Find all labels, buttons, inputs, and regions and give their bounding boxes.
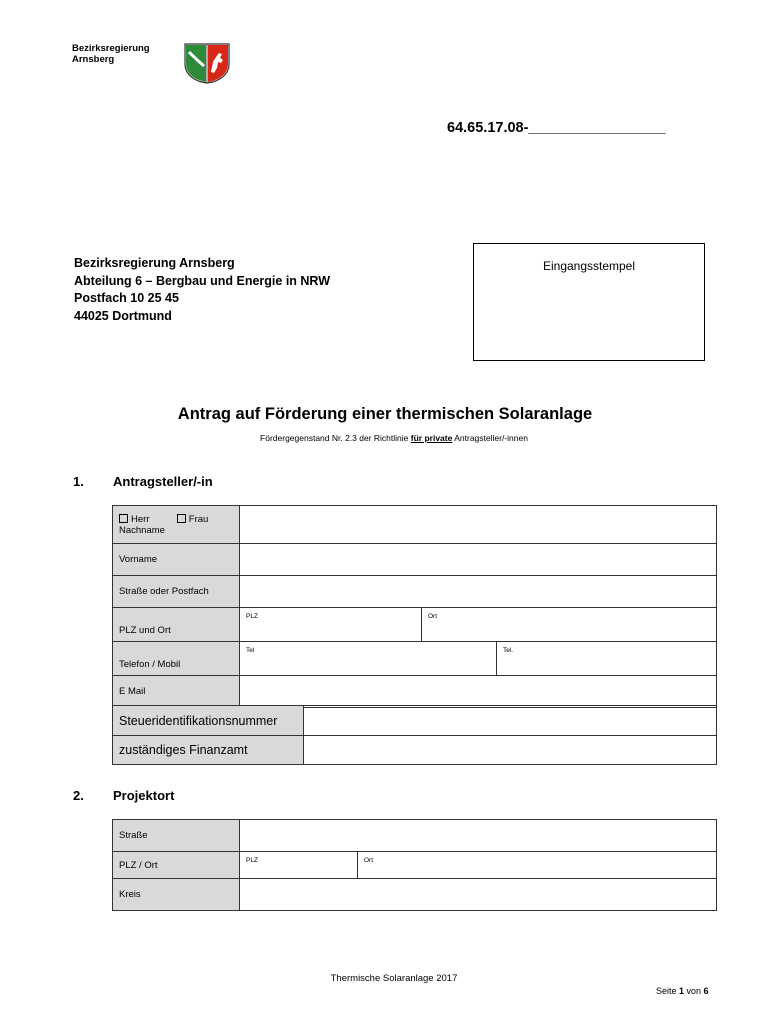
projekt-strasse-label: Straße: [113, 820, 240, 852]
page-title: Antrag auf Förderung einer thermischen Solaranlage: [177, 405, 593, 423]
page-number: [656, 986, 709, 996]
kreis-input[interactable]: [240, 879, 717, 911]
section-1-title: Antragsteller/-in: [113, 474, 213, 489]
vorname-label: Vorname: [113, 544, 240, 576]
recipient-address: [74, 255, 330, 325]
page-subtitle: [0, 433, 770, 443]
herr-label: Herr: [131, 513, 150, 525]
section-1-heading: [73, 474, 213, 489]
project-location-table: [112, 819, 717, 911]
herr-box-icon: [119, 514, 128, 523]
plz-ort-label: PLZ und Ort: [113, 608, 240, 642]
org-line-2: Arnsberg: [72, 54, 115, 65]
nachname-input[interactable]: [240, 506, 717, 544]
address-line-4: 44025 Dortmund: [74, 308, 172, 323]
nachname-label: Nachname: [119, 524, 165, 536]
salutation-options: [119, 514, 239, 525]
projekt-ort-sublabel: Ort: [364, 857, 374, 864]
ort-sublabel: Ort: [428, 613, 438, 620]
projekt-ort-input[interactable]: [358, 852, 717, 879]
tax-table: [112, 705, 717, 765]
steuer-id-label: Steueridentifikationsnummer: [113, 706, 304, 736]
section-2-title: Projektort: [113, 788, 175, 803]
projekt-strasse-input[interactable]: [240, 820, 717, 852]
page-mid: von: [684, 986, 704, 996]
nrw-coat-of-arms-icon: [183, 42, 231, 84]
subtitle-post: Antragsteller/-innen: [452, 433, 528, 443]
steuer-id-input[interactable]: [304, 706, 717, 736]
projekt-plz-sublabel: PLZ: [246, 857, 258, 864]
frau-label: Frau: [188, 513, 209, 525]
telefon-input[interactable]: [240, 642, 497, 676]
strasse-input[interactable]: [240, 576, 717, 608]
vorname-input[interactable]: [240, 544, 717, 576]
page-total: 6: [703, 986, 709, 996]
page-pre: Seite: [656, 986, 680, 996]
ort-input[interactable]: [422, 608, 717, 642]
section-2-number: 2.: [73, 788, 84, 803]
org-line-1: Bezirksregierung: [72, 43, 150, 54]
email-label: E Mail: [113, 676, 240, 708]
applicant-table: [112, 505, 717, 708]
finanzamt-label: zuständiges Finanzamt: [113, 736, 304, 765]
email-input[interactable]: [240, 676, 717, 708]
stamp-label: Eingangsstempel: [542, 259, 636, 273]
kreis-label: Kreis: [113, 879, 240, 911]
subtitle-bold: für private: [410, 433, 453, 443]
finanzamt-input[interactable]: [304, 736, 717, 765]
header-org: [72, 43, 150, 65]
subtitle-pre: Fördergegenstand Nr. 2.3 der Richtlinie: [260, 433, 411, 443]
tel-sublabel: Tel: [246, 647, 255, 654]
section-2-heading: [73, 788, 174, 803]
plz-sublabel: PLZ: [246, 613, 258, 620]
salutation-name-label: [113, 506, 240, 544]
projekt-plz-ort-label: PLZ / Ort: [113, 852, 240, 879]
projekt-plz-input[interactable]: [240, 852, 358, 879]
herr-checkbox[interactable]: [119, 514, 149, 525]
frau-box-icon: [177, 514, 186, 523]
telefon-label: Telefon / Mobil: [113, 642, 240, 676]
address-line-1: Bezirksregierung Arnsberg: [74, 256, 235, 270]
eingangsstempel-box: [473, 243, 705, 361]
plz-input[interactable]: [240, 608, 422, 642]
page-current: 1: [679, 986, 685, 996]
mobil-sublabel: Tel.: [503, 647, 514, 654]
frau-checkbox[interactable]: [177, 514, 209, 525]
footer-text: Thermische Solaranlage 2017: [330, 973, 458, 984]
mobil-input[interactable]: [497, 642, 717, 676]
address-line-2: Abteilung 6 – Bergbau und Energie in NRW: [74, 273, 331, 288]
aktenzeichen: 64.65.17.08-_________________: [447, 120, 666, 136]
section-1-number: 1.: [73, 474, 84, 489]
address-line-3: Postfach 10 25 45: [74, 291, 179, 305]
strasse-label: Straße oder Postfach: [113, 576, 240, 608]
